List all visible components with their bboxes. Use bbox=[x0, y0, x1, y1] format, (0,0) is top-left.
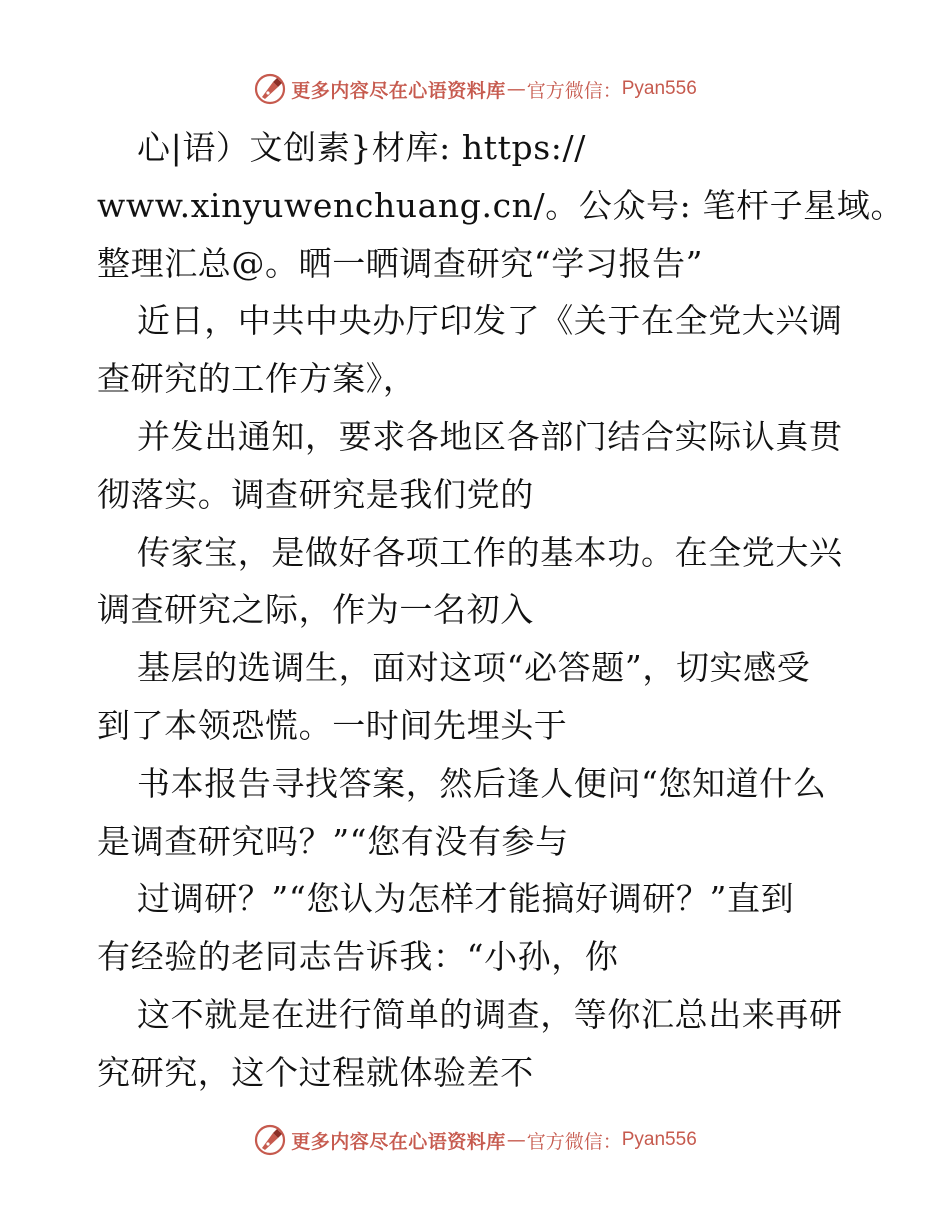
watermark-wechat-id: Pyan556 bbox=[621, 1129, 697, 1150]
text-line: 传家宝，是做好各项工作的基本功。在全党大兴 bbox=[137, 532, 843, 572]
watermark-label: 官方微信： bbox=[526, 79, 622, 102]
text-line: 这不就是在进行简单的调查，等你汇总出来再研 bbox=[137, 994, 843, 1034]
text-line: 到了本领恐慌。一时间先埋头于 bbox=[97, 705, 568, 745]
text-line: 调查研究之际，作为一名初入 bbox=[97, 590, 534, 630]
text-line: 彻落实。调查研究是我们党的 bbox=[97, 474, 534, 514]
watermark-label: 官方微信： bbox=[526, 1130, 622, 1153]
document-body bbox=[97, 119, 905, 1102]
text-line: 书本报告寻找答案，然后逢人便问“您知道什么 bbox=[137, 763, 827, 803]
footer-watermark bbox=[0, 1123, 950, 1157]
text-line: 究研究，这个过程就体验差不 bbox=[97, 1052, 534, 1092]
text-line: 并发出通知，要求各地区各部门结合实际认真贯 bbox=[137, 416, 843, 456]
watermark-separator: — bbox=[506, 1129, 526, 1151]
text-line: www.xinyuwenchuang.cn/。公众号: 笔杆子星域。 bbox=[97, 185, 905, 225]
text-line: 有经验的老同志告诉我：“小孙，你 bbox=[97, 937, 619, 977]
pen-nib-logo-icon bbox=[253, 72, 287, 106]
text-line: 基层的选调生，面对这项“必答题”，切实感受 bbox=[137, 648, 811, 688]
watermark-wechat-id: Pyan556 bbox=[621, 78, 697, 99]
text-line: 查研究的工作方案》， bbox=[97, 359, 417, 399]
text-line: 心|语）文创素}材库: https:// bbox=[137, 128, 586, 167]
text-line: 是调查研究吗？”“您有没有参与 bbox=[97, 821, 569, 861]
text-line: 过调研？”“您认为怎样才能搞好调研？”直到 bbox=[137, 879, 795, 919]
watermark-text: 更多内容尽在心语资料库 bbox=[291, 1130, 506, 1153]
text-line: 近日，中共中央办厅印发了《关于在全党大兴调 bbox=[137, 301, 843, 341]
text-line: 整理汇总@。晒一晒调查研究“学习报告” bbox=[97, 243, 704, 283]
watermark-separator: — bbox=[506, 78, 526, 100]
header-watermark bbox=[0, 72, 950, 106]
watermark-text: 更多内容尽在心语资料库 bbox=[291, 79, 506, 102]
pen-nib-logo-icon bbox=[253, 1123, 287, 1157]
